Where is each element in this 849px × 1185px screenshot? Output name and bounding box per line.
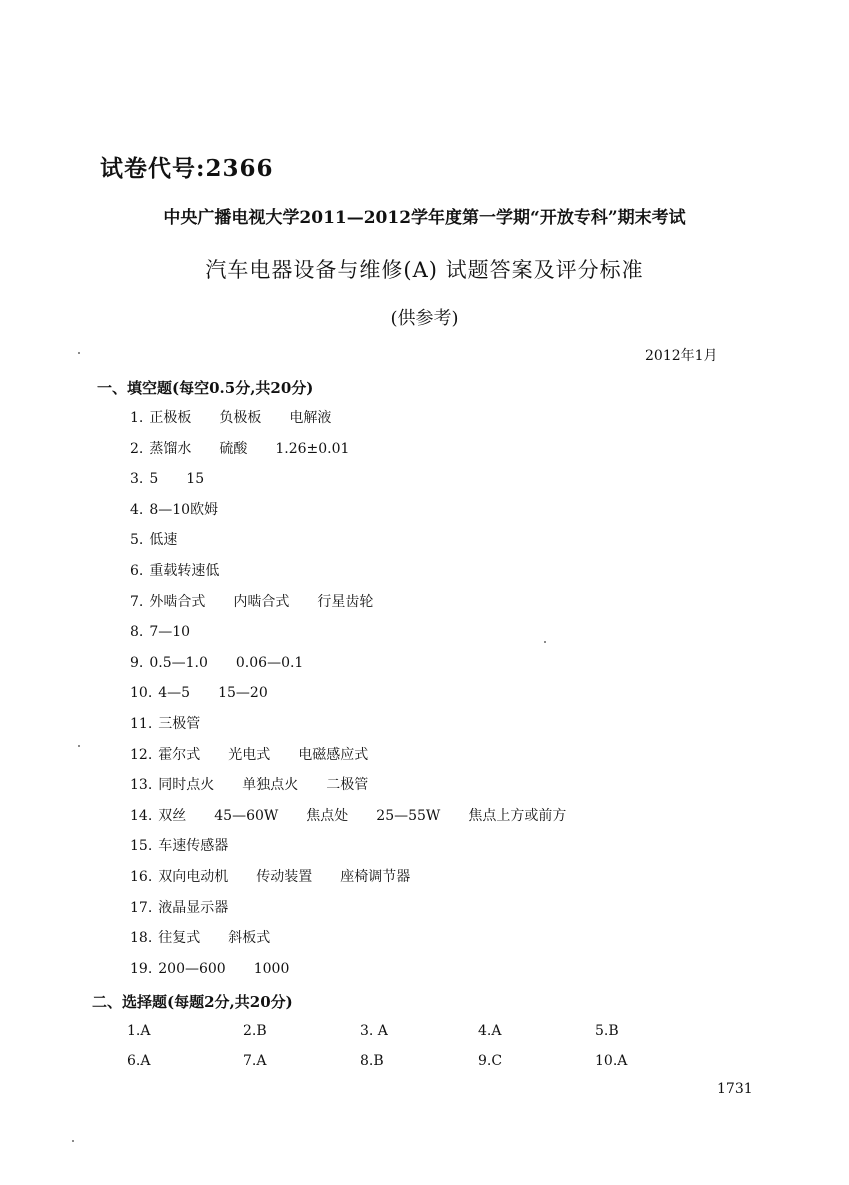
answer-text: 电解液 xyxy=(289,410,332,426)
answer-text: 双向电动机 xyxy=(158,868,229,885)
page-number: 1731 xyxy=(717,1081,753,1097)
item-number: 19. xyxy=(130,960,153,977)
answer-text: 单独点火 xyxy=(242,777,299,794)
fill-blank-item xyxy=(130,592,594,623)
fill-blank-answer-list xyxy=(130,408,594,989)
reference-note: (供参考) xyxy=(390,308,459,329)
fill-blank-item xyxy=(130,836,594,867)
item-number: 14. xyxy=(130,807,153,824)
answer-text: 内啮合式 xyxy=(233,593,290,610)
answer-text: 外啮合式 xyxy=(149,593,206,610)
answer-text: 硫酸 xyxy=(219,440,248,457)
answer-text: 电磁感应式 xyxy=(298,746,369,763)
answer-text: 重载转速低 xyxy=(149,562,220,579)
fill-blank-item xyxy=(130,867,594,898)
choice-answer: 1.A xyxy=(127,1023,151,1039)
answer-text: 液晶显示器 xyxy=(158,899,229,916)
answer-text: 8—10欧姆 xyxy=(149,501,219,518)
answer-text: 0.06—0.1 xyxy=(235,654,304,671)
answer-text: 座椅调节器 xyxy=(340,868,411,885)
fill-blank-item xyxy=(130,806,594,837)
answer-text: 正极板 xyxy=(149,410,192,426)
answer-text: 25—55W xyxy=(376,807,441,824)
item-number: 4. xyxy=(130,501,144,518)
item-number: 6. xyxy=(130,562,144,579)
choice-answer: 8.B xyxy=(360,1053,384,1069)
item-number: 1. xyxy=(130,410,144,426)
fill-blank-item xyxy=(130,439,594,470)
answer-text: 5 xyxy=(149,471,159,488)
scan-speck xyxy=(78,745,80,747)
section-choice-title: 二、选择题(每题2分,共20分) xyxy=(92,993,293,1011)
choice-answer: 5.B xyxy=(595,1023,619,1039)
exam-title: 中央广播电视大学2011—2012学年度第一学期“开放专科”期末考试 xyxy=(163,208,686,228)
fill-blank-item xyxy=(130,775,594,806)
section-fill-blank-title: 一、填空题(每空0.5分,共20分) xyxy=(97,379,314,397)
answer-text: 15 xyxy=(186,471,205,488)
answer-text: 7—10 xyxy=(149,624,191,641)
answer-text: 斜板式 xyxy=(228,930,271,947)
choice-answer: 2.B xyxy=(243,1023,267,1039)
answer-text: 二极管 xyxy=(326,777,369,794)
item-number: 10. xyxy=(130,685,153,702)
answer-text: 45—60W xyxy=(214,807,279,824)
answer-text: 同时点火 xyxy=(158,777,215,794)
answer-text: 4—5 xyxy=(158,685,191,702)
answer-text: 行星齿轮 xyxy=(317,593,374,610)
scan-speck xyxy=(72,1140,74,1142)
exam-date: 2012年1月 xyxy=(645,348,718,364)
answer-text: 200—600 xyxy=(158,960,226,977)
fill-blank-item xyxy=(130,683,594,714)
answer-text: 蒸馏水 xyxy=(149,440,192,457)
item-number: 5. xyxy=(130,532,144,549)
fill-blank-item xyxy=(130,622,594,653)
scan-speck xyxy=(544,641,546,643)
paper-code: 试卷代号:2366 xyxy=(100,155,274,182)
choice-answer: 9.C xyxy=(478,1053,503,1069)
fill-blank-item xyxy=(130,898,594,929)
choice-answer: 3. A xyxy=(360,1023,388,1039)
answer-text: 负极板 xyxy=(219,410,262,426)
item-number: 12. xyxy=(130,746,153,763)
fill-blank-item xyxy=(130,653,594,684)
answer-text: 双丝 xyxy=(158,807,187,824)
fill-blank-item xyxy=(130,500,594,531)
item-number: 17. xyxy=(130,899,153,916)
fill-blank-item xyxy=(130,469,594,500)
item-number: 16. xyxy=(130,868,153,885)
fill-blank-item xyxy=(130,408,594,439)
answer-text: 传动装置 xyxy=(256,868,313,885)
answer-text: 0.5—1.0 xyxy=(149,654,208,671)
item-number: 9. xyxy=(130,654,144,671)
item-number: 15. xyxy=(130,838,153,855)
answer-text: 车速传感器 xyxy=(158,838,229,855)
answer-text: 焦点上方或前方 xyxy=(468,807,567,824)
fill-blank-item xyxy=(130,745,594,776)
answer-text: 15—20 xyxy=(218,685,268,702)
scan-speck xyxy=(78,352,80,354)
answer-text: 光电式 xyxy=(228,746,271,763)
answer-text: 三极管 xyxy=(158,715,201,732)
item-number: 7. xyxy=(130,593,144,610)
answer-text: 低速 xyxy=(149,532,178,549)
fill-blank-item xyxy=(130,561,594,592)
choice-answer: 10.A xyxy=(595,1053,628,1069)
item-number: 11. xyxy=(130,715,153,732)
answer-text: 焦点处 xyxy=(306,807,349,824)
item-number: 8. xyxy=(130,624,144,641)
answer-text: 往复式 xyxy=(158,930,201,947)
choice-answer: 7.A xyxy=(243,1053,267,1069)
item-number: 18. xyxy=(130,930,153,947)
answer-text: 1000 xyxy=(253,960,290,977)
item-number: 3. xyxy=(130,471,144,488)
choice-answer: 4.A xyxy=(478,1023,502,1039)
choice-answer: 6.A xyxy=(127,1053,151,1069)
exam-subtitle: 汽车电器设备与维修(A) 试题答案及评分标准 xyxy=(205,258,644,282)
answer-text: 1.26±0.01 xyxy=(275,440,350,457)
answer-text: 霍尔式 xyxy=(158,746,201,763)
item-number: 13. xyxy=(130,777,153,794)
fill-blank-item xyxy=(130,714,594,745)
fill-blank-item xyxy=(130,959,594,990)
fill-blank-item xyxy=(130,530,594,561)
fill-blank-item xyxy=(130,928,594,959)
item-number: 2. xyxy=(130,440,144,457)
